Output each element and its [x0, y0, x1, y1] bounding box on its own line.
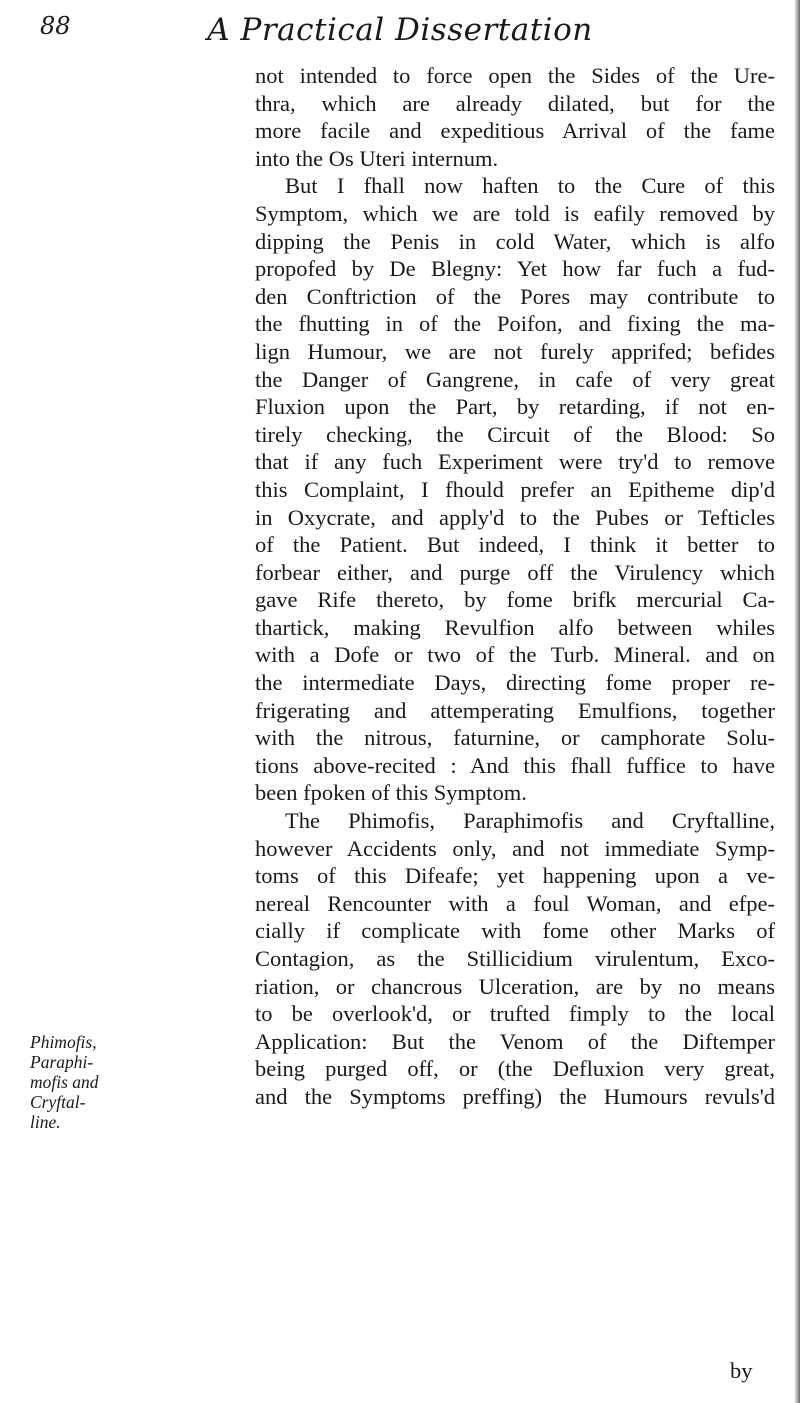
text-line: into the Os Uteri internum. [255, 145, 499, 171]
text-line: thartick, making Revulfion alfo between whiles [255, 614, 775, 640]
text-line: and the Symptoms preffing) the Humours revuls'd [255, 1083, 775, 1109]
text-line: not intended to force open the Sides of the Ure- [255, 63, 775, 88]
text-line: gave Rife thereto, by fome brifk mercurial Ca- [255, 587, 775, 613]
text-line: with a Dofe or two of the Turb. Mineral. and on [255, 642, 775, 668]
text-line: been fpoken of this Symptom. [255, 780, 527, 806]
text-line: nereal Rencounter with a foul Woman, and efpe- [255, 890, 775, 916]
text-line: cially if complicate with fome other Marks of [255, 918, 775, 944]
margin-note-line: line. [30, 1112, 61, 1132]
text-line: thra, which are already dilated, but for the [255, 90, 775, 116]
text-line: this Complaint, I fhould prefer an Epitheme dip'd [255, 476, 775, 502]
body-text [255, 62, 775, 1111]
text-line: with the nitrous, faturnine, or camphorate Solu- [255, 725, 775, 751]
text-line: The Phimofis, Paraphimofis and Cryftalline, [285, 808, 775, 834]
page-edge-shadow [794, 0, 800, 1403]
text-line: the intermediate Days, directing fome proper re- [255, 670, 775, 696]
text-line: toms of this Difeafe; yet happening upon a ve- [255, 863, 775, 889]
text-line: dipping the Penis in cold Water, which is alfo [255, 228, 775, 254]
margin-note-line: Phimofis, [30, 1032, 97, 1052]
text-line: tions above-recited : And this fhall fuffice to have [255, 752, 775, 778]
running-title: A Practical Dissertation [207, 12, 593, 48]
text-line: in Oxycrate, and apply'd to the Pubes or Tefticles [255, 504, 775, 530]
text-line: propofed by De Blegny: Yet how far fuch a fud- [255, 256, 775, 282]
text-line: riation, or chancrous Ulceration, are by no means [255, 973, 775, 999]
text-line: frigerating and attemperating Emulfions, together [255, 697, 775, 723]
text-line: more facile and expeditious Arrival of the fame [255, 118, 775, 144]
text-line: to be overlook'd, or trufted fimply to the local [255, 1001, 775, 1027]
catchword: by [730, 1358, 753, 1383]
margin-note-line: Paraphi- [30, 1052, 94, 1072]
text-line: But I fhall now haften to the Cure of this [285, 173, 775, 199]
text-line: Fluxion upon the Part, by retarding, if not en- [255, 394, 775, 420]
text-line: forbear either, and purge off the Virulency which [255, 559, 775, 585]
text-line: however Accidents only, and not immediate Symp- [255, 835, 775, 861]
margin-note-line: Cryftal- [30, 1092, 86, 1112]
text-line: that if any fuch Experiment were try'd to remove [255, 449, 775, 475]
text-line: lign Humour, we are not furely apprifed; befides [255, 338, 775, 364]
text-line: Contagion, as the Stillicidium virulentum, Exco- [255, 946, 775, 971]
margin-note [30, 1032, 105, 1132]
text-line: the fhutting in of the Poifon, and fixing the ma- [255, 311, 775, 337]
text-line: den Conftriction of the Pores may contribute to [255, 283, 775, 309]
text-line: Symptom, which we are told is eafily removed by [255, 200, 775, 226]
text-line: tirely checking, the Circuit of the Blood: So [255, 421, 775, 447]
text-line: being purged off, or (the Defluxion very great, [255, 1056, 775, 1082]
page-number: 88 [40, 12, 71, 40]
text-line: the Danger of Gangrene, in cafe of very great [255, 366, 775, 392]
text-line: of the Patient. But indeed, I think it better to [255, 532, 775, 558]
text-line: Application: But the Venom of the Diftemper [255, 1028, 775, 1054]
margin-note-line: mofis and [30, 1072, 99, 1092]
